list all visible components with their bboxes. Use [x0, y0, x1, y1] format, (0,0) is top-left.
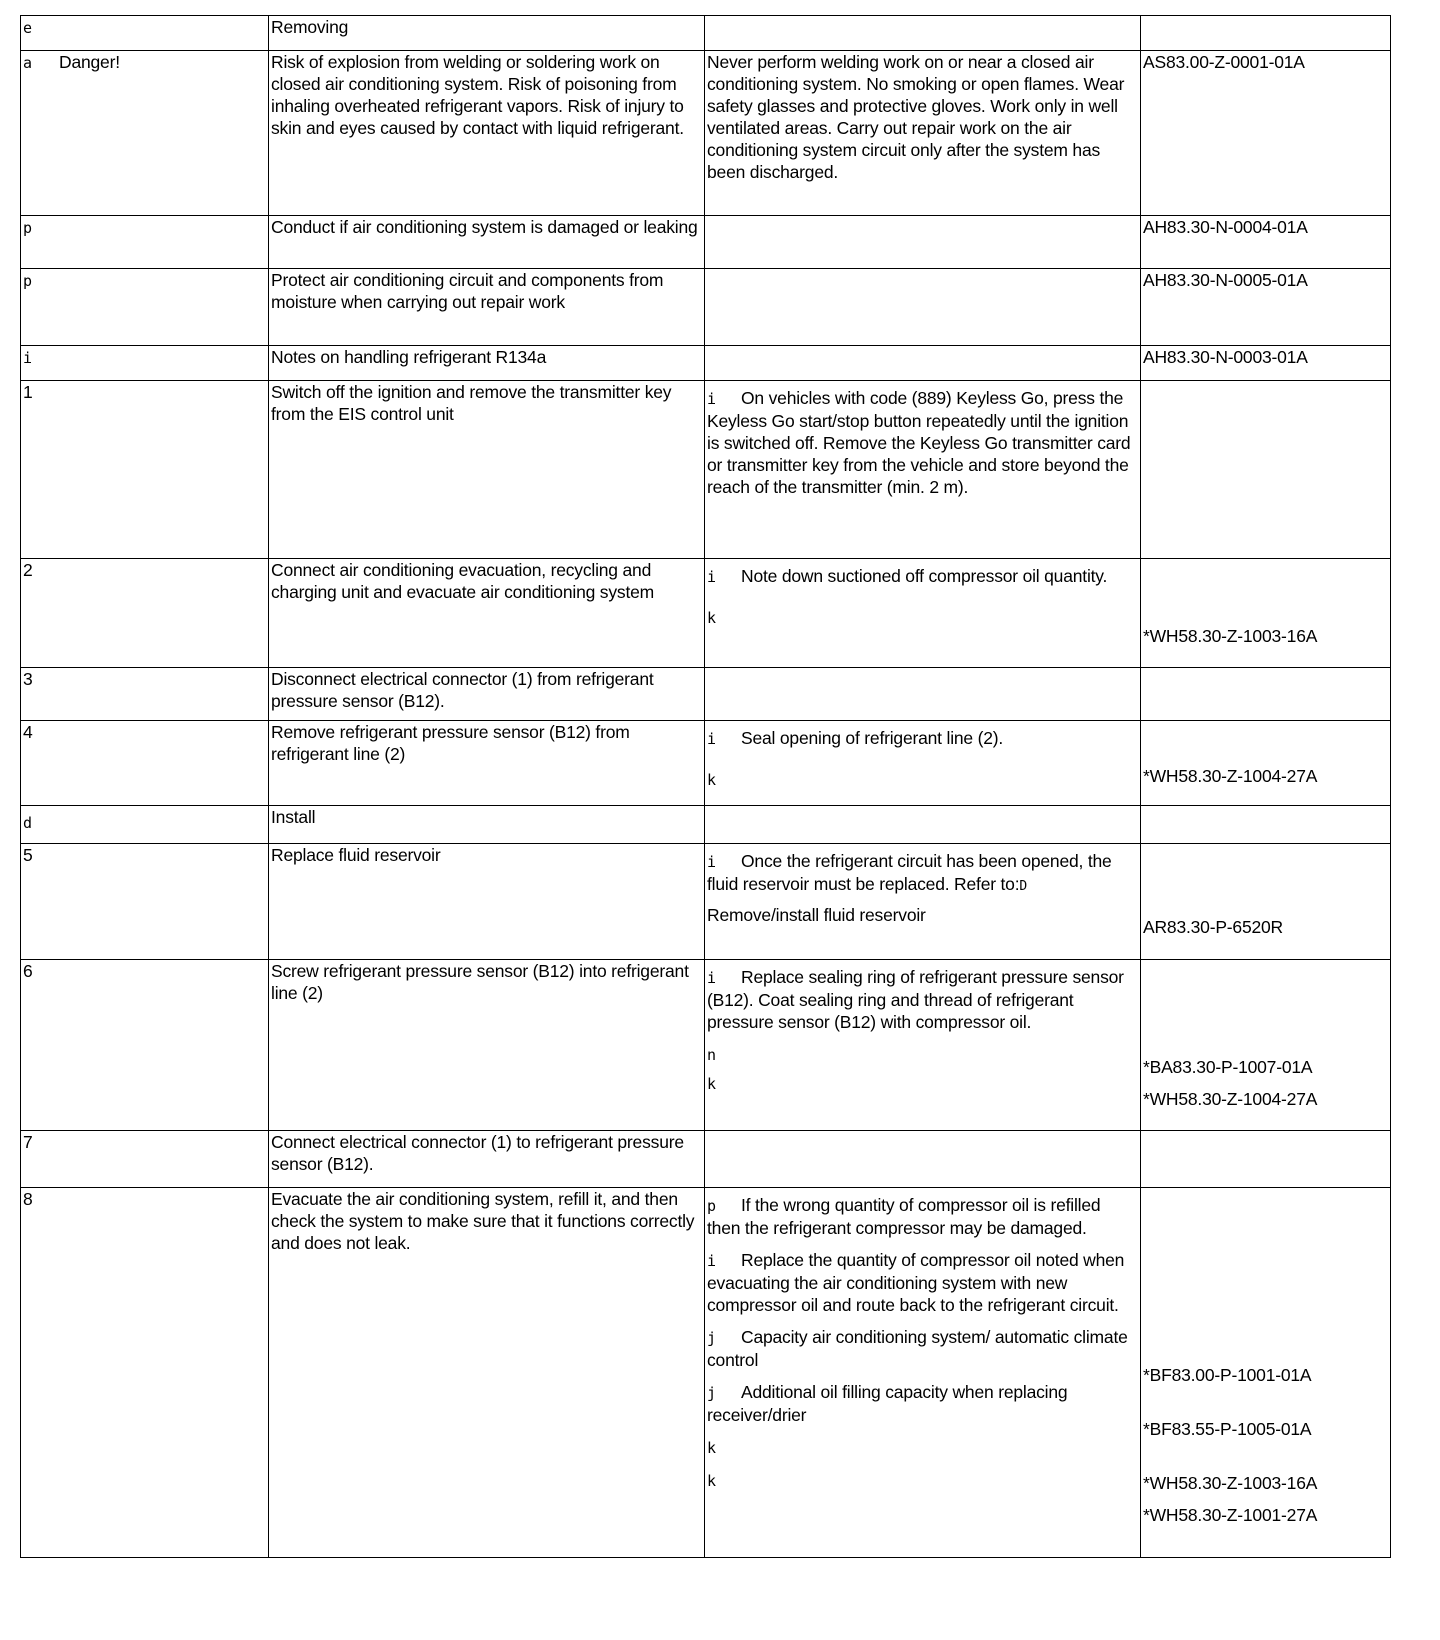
- description-cell: Notes on handling refrigerant R134a: [269, 346, 705, 381]
- info-icon: i: [707, 1252, 716, 1270]
- reference-cell: [1141, 381, 1391, 559]
- table-row: [21, 216, 1391, 269]
- table-row: [21, 346, 1391, 381]
- reference-link[interactable]: *WH58.30-Z-1001-27A: [1143, 1505, 1318, 1525]
- note-text: Once the refrigerant circuit has been opened, the fluid reservoir must be replaced. Refer to:: [707, 851, 1112, 894]
- reference-cell: [1141, 844, 1391, 960]
- table-row: [21, 806, 1391, 844]
- step-number: 1: [21, 381, 269, 559]
- table-row: [21, 960, 1391, 1131]
- note-text: On vehicles with code (889) Keyless Go, press the Keyless Go start/stop button repeatedly until the ignition is switched off. Remove the Keyless Go transmitter card or transmitter key from the vehicle and store beyond the reach of the transmitter (min. 2 m).: [707, 388, 1131, 497]
- step-number: 5: [21, 844, 269, 960]
- reference-cell: [1141, 960, 1391, 1131]
- capacity-icon: j: [707, 1329, 716, 1347]
- info-icon: i: [707, 390, 716, 408]
- reference-link[interactable]: *WH58.30-Z-1004-27A: [1143, 1089, 1318, 1109]
- reference-link[interactable]: AH83.30-N-0005-01A: [1141, 269, 1391, 346]
- description-cell: Evacuate the air conditioning system, refill it, and then check the system to make sure that it functions correctly and does not leak.: [269, 1188, 705, 1558]
- table-row: [21, 269, 1391, 346]
- step-number: 8: [21, 1188, 269, 1558]
- description-cell: Conduct if air conditioning system is damaged or leaking: [269, 216, 705, 269]
- step-number: 7: [21, 1131, 269, 1188]
- notes-cell: [705, 1131, 1141, 1188]
- reference-link[interactable]: *WH58.30-Z-1003-16A: [1143, 626, 1318, 646]
- tool-icon: k: [707, 1439, 716, 1457]
- step-cell: [21, 346, 269, 381]
- notes-cell: Never perform welding work on or near a closed air conditioning system. No smoking or open flames. Wear safety glasses and protective gloves. Work only in well ventilated areas. Carry out repair work on the air conditioning system circuit only after the system has been discharged.: [705, 51, 1141, 216]
- reference-link[interactable]: *WH58.30-Z-1003-16A: [1143, 1473, 1318, 1493]
- tool-icon: k: [707, 1472, 716, 1490]
- step-cell: [21, 216, 269, 269]
- reference-link[interactable]: *BF83.00-P-1001-01A: [1143, 1365, 1312, 1385]
- reference-link[interactable]: AH83.30-N-0004-01A: [1141, 216, 1391, 269]
- notes-cell: [705, 668, 1141, 721]
- note-text: Seal opening of refrigerant line (2).: [741, 728, 1004, 748]
- tool-icon: k: [707, 609, 716, 627]
- description-cell: Connect air conditioning evacuation, recycling and charging unit and evacuate air conditioning system: [269, 559, 705, 668]
- description-cell: Install: [269, 806, 705, 844]
- reference-cell: [1141, 806, 1391, 844]
- description-cell: Disconnect electrical connector (1) from refrigerant pressure sensor (B12).: [269, 668, 705, 721]
- notes-cell: [705, 216, 1141, 269]
- step-cell: [21, 806, 269, 844]
- step-number: 3: [21, 668, 269, 721]
- table-row: [21, 1131, 1391, 1188]
- step-number: 4: [21, 721, 269, 806]
- reference-link[interactable]: AR83.30-P-6520R: [1143, 917, 1283, 937]
- step-number: 2: [21, 559, 269, 668]
- description-cell: Remove refrigerant pressure sensor (B12) from refrigerant line (2): [269, 721, 705, 806]
- notes-cell: [705, 844, 1141, 960]
- table-row: [21, 1188, 1391, 1558]
- reference-cell: [1141, 721, 1391, 806]
- description-cell: Connect electrical connector (1) to refrigerant pressure sensor (B12).: [269, 1131, 705, 1188]
- table-row: [21, 844, 1391, 960]
- torque-icon: n: [707, 1046, 716, 1064]
- note-text: Replace sealing ring of refrigerant pressure sensor (B12). Coat sealing ring and thread of refrigerant pressure sensor (B12) with compressor oil.: [707, 967, 1124, 1032]
- info-icon: i: [707, 730, 716, 748]
- note-text: Additional oil filling capacity when replacing receiver/drier: [707, 1382, 1068, 1425]
- notes-cell: [705, 721, 1141, 806]
- reference-cell: [1141, 1188, 1391, 1558]
- precaution-icon: p: [707, 1197, 716, 1215]
- table-row: [21, 668, 1391, 721]
- danger-icon: a: [23, 54, 32, 72]
- description-cell: Removing: [269, 16, 705, 51]
- notes-cell: [705, 806, 1141, 844]
- table-row: [21, 721, 1391, 806]
- precaution-icon: p: [23, 272, 32, 290]
- table-row: [21, 559, 1391, 668]
- step-number: 6: [21, 960, 269, 1131]
- step-cell: [21, 51, 269, 216]
- note-text: Replace the quantity of compressor oil noted when evacuating the air conditioning system with new compressor oil and route back to the refrigerant circuit.: [707, 1250, 1125, 1315]
- remove-symbol-icon: e: [23, 19, 32, 37]
- document-ref-icon: D: [1019, 879, 1028, 894]
- reference-link[interactable]: *BA83.30-P-1007-01A: [1143, 1057, 1313, 1077]
- notes-cell: [705, 269, 1141, 346]
- info-icon: i: [707, 969, 716, 987]
- reference-cell: [1141, 559, 1391, 668]
- reference-link[interactable]: AH83.30-N-0003-01A: [1141, 346, 1391, 381]
- notes-cell: [705, 381, 1141, 559]
- description-cell: Switch off the ignition and remove the transmitter key from the EIS control unit: [269, 381, 705, 559]
- procedure-table: [20, 15, 1391, 1558]
- notes-cell: [705, 559, 1141, 668]
- note-text: Capacity air conditioning system/ automatic climate control: [707, 1327, 1128, 1370]
- description-cell: Risk of explosion from welding or soldering work on closed air conditioning system. Risk of poisoning from inhaling overheated refrigerant vapors. Risk of injury to skin and eyes caused by contact with liquid refrigerant.: [269, 51, 705, 216]
- description-cell: Screw refrigerant pressure sensor (B12) into refrigerant line (2): [269, 960, 705, 1131]
- tool-icon: k: [707, 771, 716, 789]
- table-row: [21, 381, 1391, 559]
- step-cell: [21, 269, 269, 346]
- danger-label: Danger!: [59, 52, 120, 72]
- notes-cell: [705, 960, 1141, 1131]
- capacity-icon: j: [707, 1384, 716, 1402]
- reference-link[interactable]: *BF83.55-P-1005-01A: [1143, 1419, 1312, 1439]
- reference-cell: [1141, 16, 1391, 51]
- note-text: Note down suctioned off compressor oil quantity.: [741, 566, 1108, 586]
- description-cell: Replace fluid reservoir: [269, 844, 705, 960]
- tool-icon: k: [707, 1075, 716, 1093]
- info-icon: i: [707, 853, 716, 871]
- fluid-reservoir-link[interactable]: Remove/install fluid reservoir: [707, 905, 926, 925]
- install-symbol-icon: d: [23, 814, 32, 832]
- reference-link[interactable]: AS83.00-Z-0001-01A: [1141, 51, 1391, 216]
- table-row: [21, 16, 1391, 51]
- notes-cell: [705, 16, 1141, 51]
- reference-link[interactable]: *WH58.30-Z-1004-27A: [1143, 766, 1318, 786]
- info-icon: i: [707, 568, 716, 586]
- description-cell: Protect air conditioning circuit and components from moisture when carrying out repair work: [269, 269, 705, 346]
- table-row: [21, 51, 1391, 216]
- reference-cell: [1141, 1131, 1391, 1188]
- precaution-icon: p: [23, 219, 32, 237]
- step-cell: [21, 16, 269, 51]
- note-text: If the wrong quantity of compressor oil is refilled then the refrigerant compressor may be damaged.: [707, 1195, 1101, 1238]
- notes-cell: [705, 1188, 1141, 1558]
- reference-cell: [1141, 668, 1391, 721]
- info-icon: i: [23, 349, 32, 367]
- notes-cell: [705, 346, 1141, 381]
